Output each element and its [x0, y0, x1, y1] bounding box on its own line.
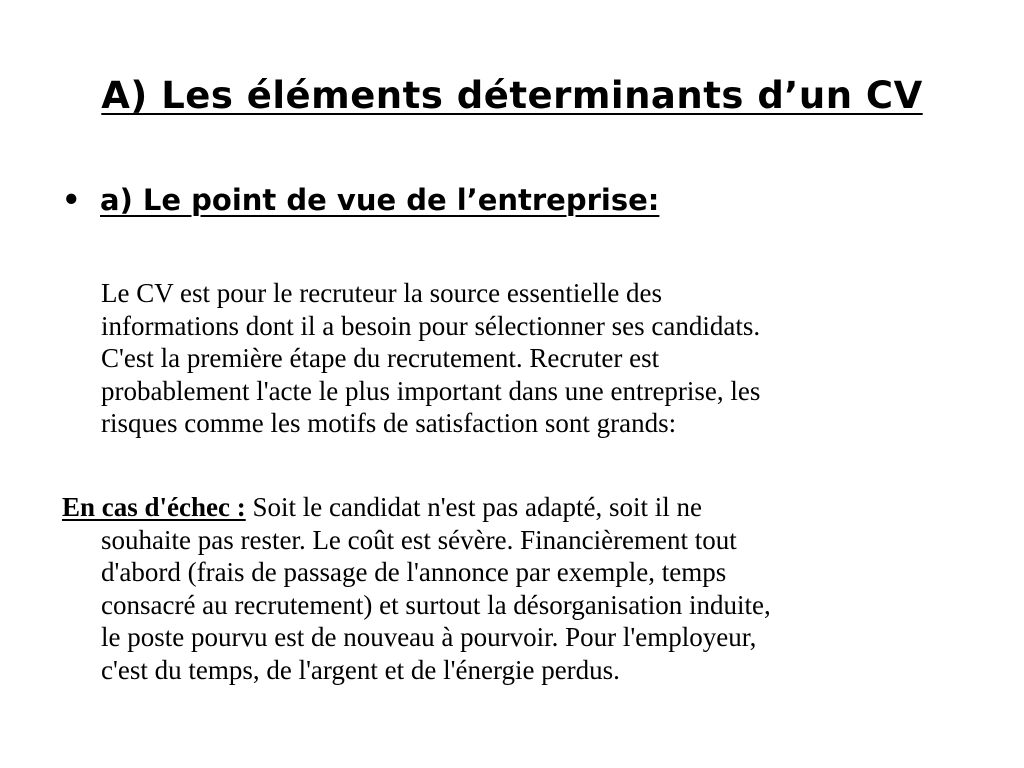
bullet-heading: a) Le point de vue de l’entreprise:	[100, 183, 660, 217]
paragraph-line: C'est la première étape du recrutement. Recruter est	[101, 343, 660, 373]
paragraph-line: le poste pourvu est de nouveau à pourvoir. Pour l'employeur,	[101, 622, 757, 652]
bullet-dot-icon: •	[62, 183, 81, 217]
paragraph-first-line	[62, 491, 982, 524]
paragraph-line: informations dont il a besoin pour sélectionner ses candidats.	[101, 310, 761, 341]
failure-label: En cas d'échec :	[62, 492, 246, 522]
paragraph-line: souhaite pas rester. Le coût est sévère. Financièrement tout	[101, 524, 737, 555]
paragraph-line-rest: Soit le candidat n'est pas adapté, soit il ne	[245, 492, 702, 522]
bullet-item	[62, 180, 659, 220]
paragraph-line: Le CV est pour le recruteur la source essentielle des	[101, 278, 663, 308]
paragraph-intro	[101, 277, 1001, 440]
paragraph-line: consacré au recrutement) et surtout la désorganisation induite,	[101, 589, 771, 620]
paragraph-line: d'abord (frais de passage de l'annonce par exemple, temps	[101, 557, 727, 587]
paragraph-line: risques comme les motifs de satisfaction sont grands:	[101, 408, 677, 438]
paragraph-failure	[62, 491, 982, 686]
paragraph-line: c'est du temps, de l'argent et de l'énergie perdus.	[101, 654, 620, 685]
paragraph-line: probablement l'acte le plus important dans une entreprise, les	[101, 375, 761, 406]
slide-title: A) Les éléments déterminants d’un CV	[101, 74, 923, 117]
